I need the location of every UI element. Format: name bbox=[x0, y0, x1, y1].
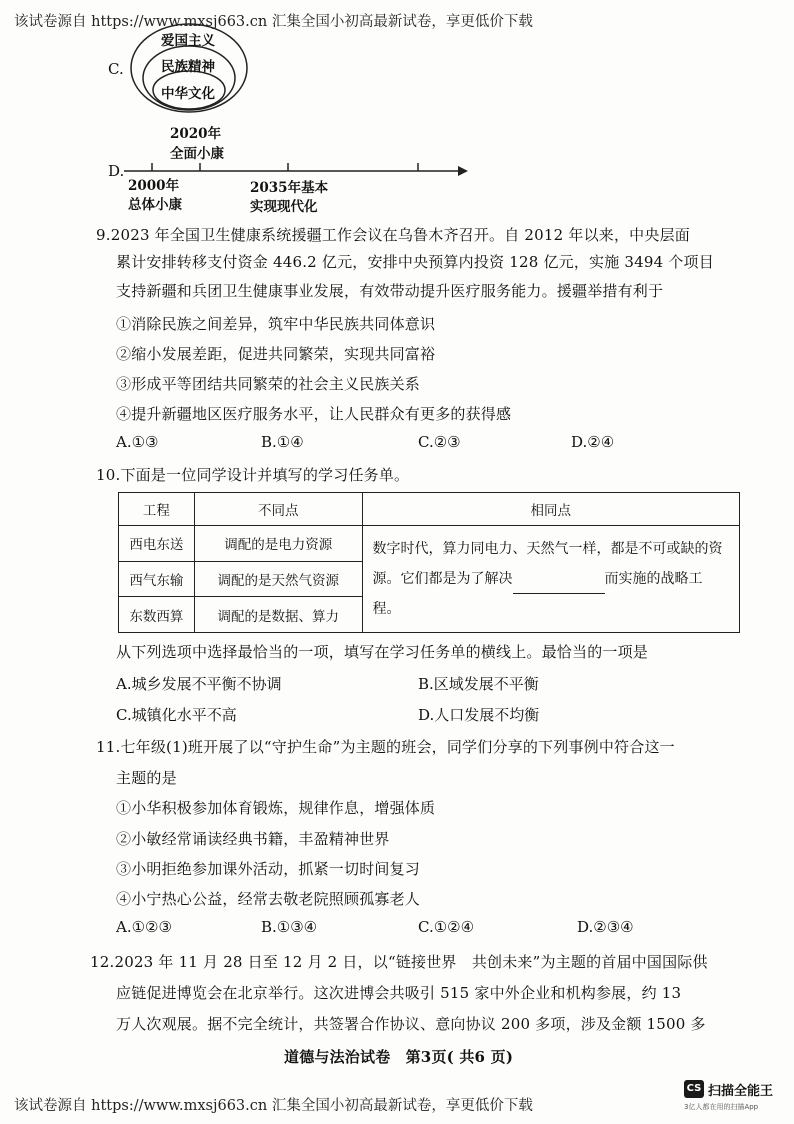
similarity-cell bbox=[362, 526, 739, 633]
timeline-2020-text: 全面小康 bbox=[170, 146, 224, 162]
timeline-2020-year: 2020年 bbox=[170, 126, 222, 142]
q12-stem-line-2: 应链促进博览会在北京举行。这次进博会共吸引 515 家中外企业和机构参展，约 13 bbox=[116, 984, 682, 1002]
project-cell: 东数西算 bbox=[119, 597, 195, 633]
difference-cell: 调配的是电力资源 bbox=[194, 526, 362, 562]
q11-item-1: ①小华积极参加体育锻炼，规律作息，增强体质 bbox=[116, 799, 436, 817]
timeline-2035-year: 2035年基本 bbox=[250, 180, 329, 196]
scanner-tagline: 3亿人都在用的扫描App bbox=[684, 1103, 759, 1111]
header-project: 工程 bbox=[119, 493, 195, 526]
project-cell: 西气东输 bbox=[119, 561, 195, 597]
q11-stem-line-2: 主题的是 bbox=[116, 769, 177, 787]
q11-option-a: A.①②③ bbox=[116, 918, 172, 936]
q11-option-b: B.①③④ bbox=[261, 918, 318, 936]
q11-option-c: C.①②④ bbox=[418, 918, 475, 936]
page-footer-source: 该试卷源自 https://www.mxsj663.cn 汇集全国小初高最新试卷，享更低价下载 bbox=[14, 1098, 533, 1114]
q11-stem-line-1: 11.七年级(1)班开展了以“守护生命”为主题的班会，同学们分享的下列事例中符合这一 bbox=[96, 738, 675, 756]
similarity-text-before: 数字时代，算力同电力、天然气一样，都是不可或缺的资源。它们都是为了解决 bbox=[372, 541, 723, 587]
project-cell: 西电东送 bbox=[119, 526, 195, 562]
q9-item-2: ②缩小发展差距，促进共同繁荣，实现共同富裕 bbox=[116, 345, 436, 363]
q10-option-c: C.城镇化水平不高 bbox=[116, 706, 237, 724]
page-footer: 道德与法治试卷 第3页( 共6 页) bbox=[284, 1048, 514, 1066]
difference-cell: 调配的是天然气资源 bbox=[194, 561, 362, 597]
header-similarity: 相同点 bbox=[362, 493, 739, 526]
q11-item-4: ④小宁热心公益，经常去敬老院照顾孤寡老人 bbox=[116, 890, 421, 908]
q10-option-a: A.城乡发展不平衡不协调 bbox=[116, 675, 282, 693]
timeline-2035-text: 实现现代化 bbox=[250, 199, 318, 215]
q9-stem-line-1: 9.2023 年全国卫生健康系统援疆工作会议在乌鲁木齐召开。自 2012 年以来，中央层面 bbox=[96, 226, 690, 244]
q10-stem: 10.下面是一位同学设计并填写的学习任务单。 bbox=[96, 466, 410, 484]
diagram-middle-label: 民族精神 bbox=[161, 59, 215, 75]
q9-stem-line-2: 累计安排转移支付资金 446.2 亿元，安排中央预算内投资 128 亿元，实施 3494 个项目 bbox=[116, 253, 714, 271]
timeline-2000-text: 总体小康 bbox=[128, 197, 182, 213]
q9-option-c: C.②③ bbox=[418, 433, 461, 451]
table-row bbox=[119, 526, 740, 562]
timeline-2000-year: 2000年 bbox=[128, 178, 180, 194]
q10-option-d: D.人口发展不均衡 bbox=[418, 706, 540, 724]
q9-option-b: B.①④ bbox=[261, 433, 304, 451]
diagram-outer-label: 爱国主义 bbox=[161, 33, 215, 49]
q10-option-b: B.区域发展不平衡 bbox=[418, 675, 539, 693]
q9-stem-line-3: 支持新疆和兵团卫生健康事业发展，有效带动提升医疗服务能力。援疆举措有利于 bbox=[116, 282, 664, 300]
q11-item-2: ②小敏经常诵读经典书籍，丰盈精神世界 bbox=[116, 830, 390, 848]
header-difference: 不同点 bbox=[194, 493, 362, 526]
q9-item-4: ④提升新疆地区医疗服务水平，让人民群众有更多的获得感 bbox=[116, 405, 512, 423]
option-d-label: D. bbox=[108, 162, 125, 180]
scanner-logo-icon: CS bbox=[684, 1080, 704, 1098]
fill-in-blank[interactable] bbox=[513, 577, 605, 594]
q9-option-a: A.①③ bbox=[116, 433, 159, 451]
difference-cell: 调配的是数据、算力 bbox=[194, 597, 362, 633]
q11-item-3: ③小明拒绝参加课外活动，抓紧一切时间复习 bbox=[116, 860, 421, 878]
q9-item-3: ③形成平等团结共同繁荣的社会主义民族关系 bbox=[116, 375, 421, 393]
q12-stem-line-1: 12.2023 年 11 月 28 日至 12 月 2 日，以“链接世界 共创未来”为主题的首届中国国际供 bbox=[90, 953, 708, 971]
q9-option-d: D.②④ bbox=[571, 433, 615, 451]
page-header-source: 该试卷源自 https://www.mxsj663.cn 汇集全国小初高最新试卷，享更低价下载 bbox=[14, 14, 533, 30]
similarity-text-after: 而实施的战略工程。 bbox=[372, 571, 703, 617]
option-c-label: C. bbox=[108, 60, 124, 78]
q11-option-d: D.②③④ bbox=[577, 918, 634, 936]
diagram-inner-label: 中华文化 bbox=[161, 86, 215, 102]
q10-instruction: 从下列选项中选择最恰当的一项，填写在学习任务单的横线上。最恰当的一项是 bbox=[116, 643, 649, 661]
q9-item-1: ①消除民族之间差异，筑牢中华民族共同体意识 bbox=[116, 315, 436, 333]
scanner-app-name: 扫描全能王 bbox=[708, 1084, 774, 1099]
q12-stem-line-3: 万人次观展。据不完全统计，共签署合作协议、意向协议 200 多项，涉及金额 1500 多 bbox=[116, 1015, 706, 1033]
task-sheet-table bbox=[118, 492, 740, 633]
table-header-row bbox=[119, 493, 740, 526]
